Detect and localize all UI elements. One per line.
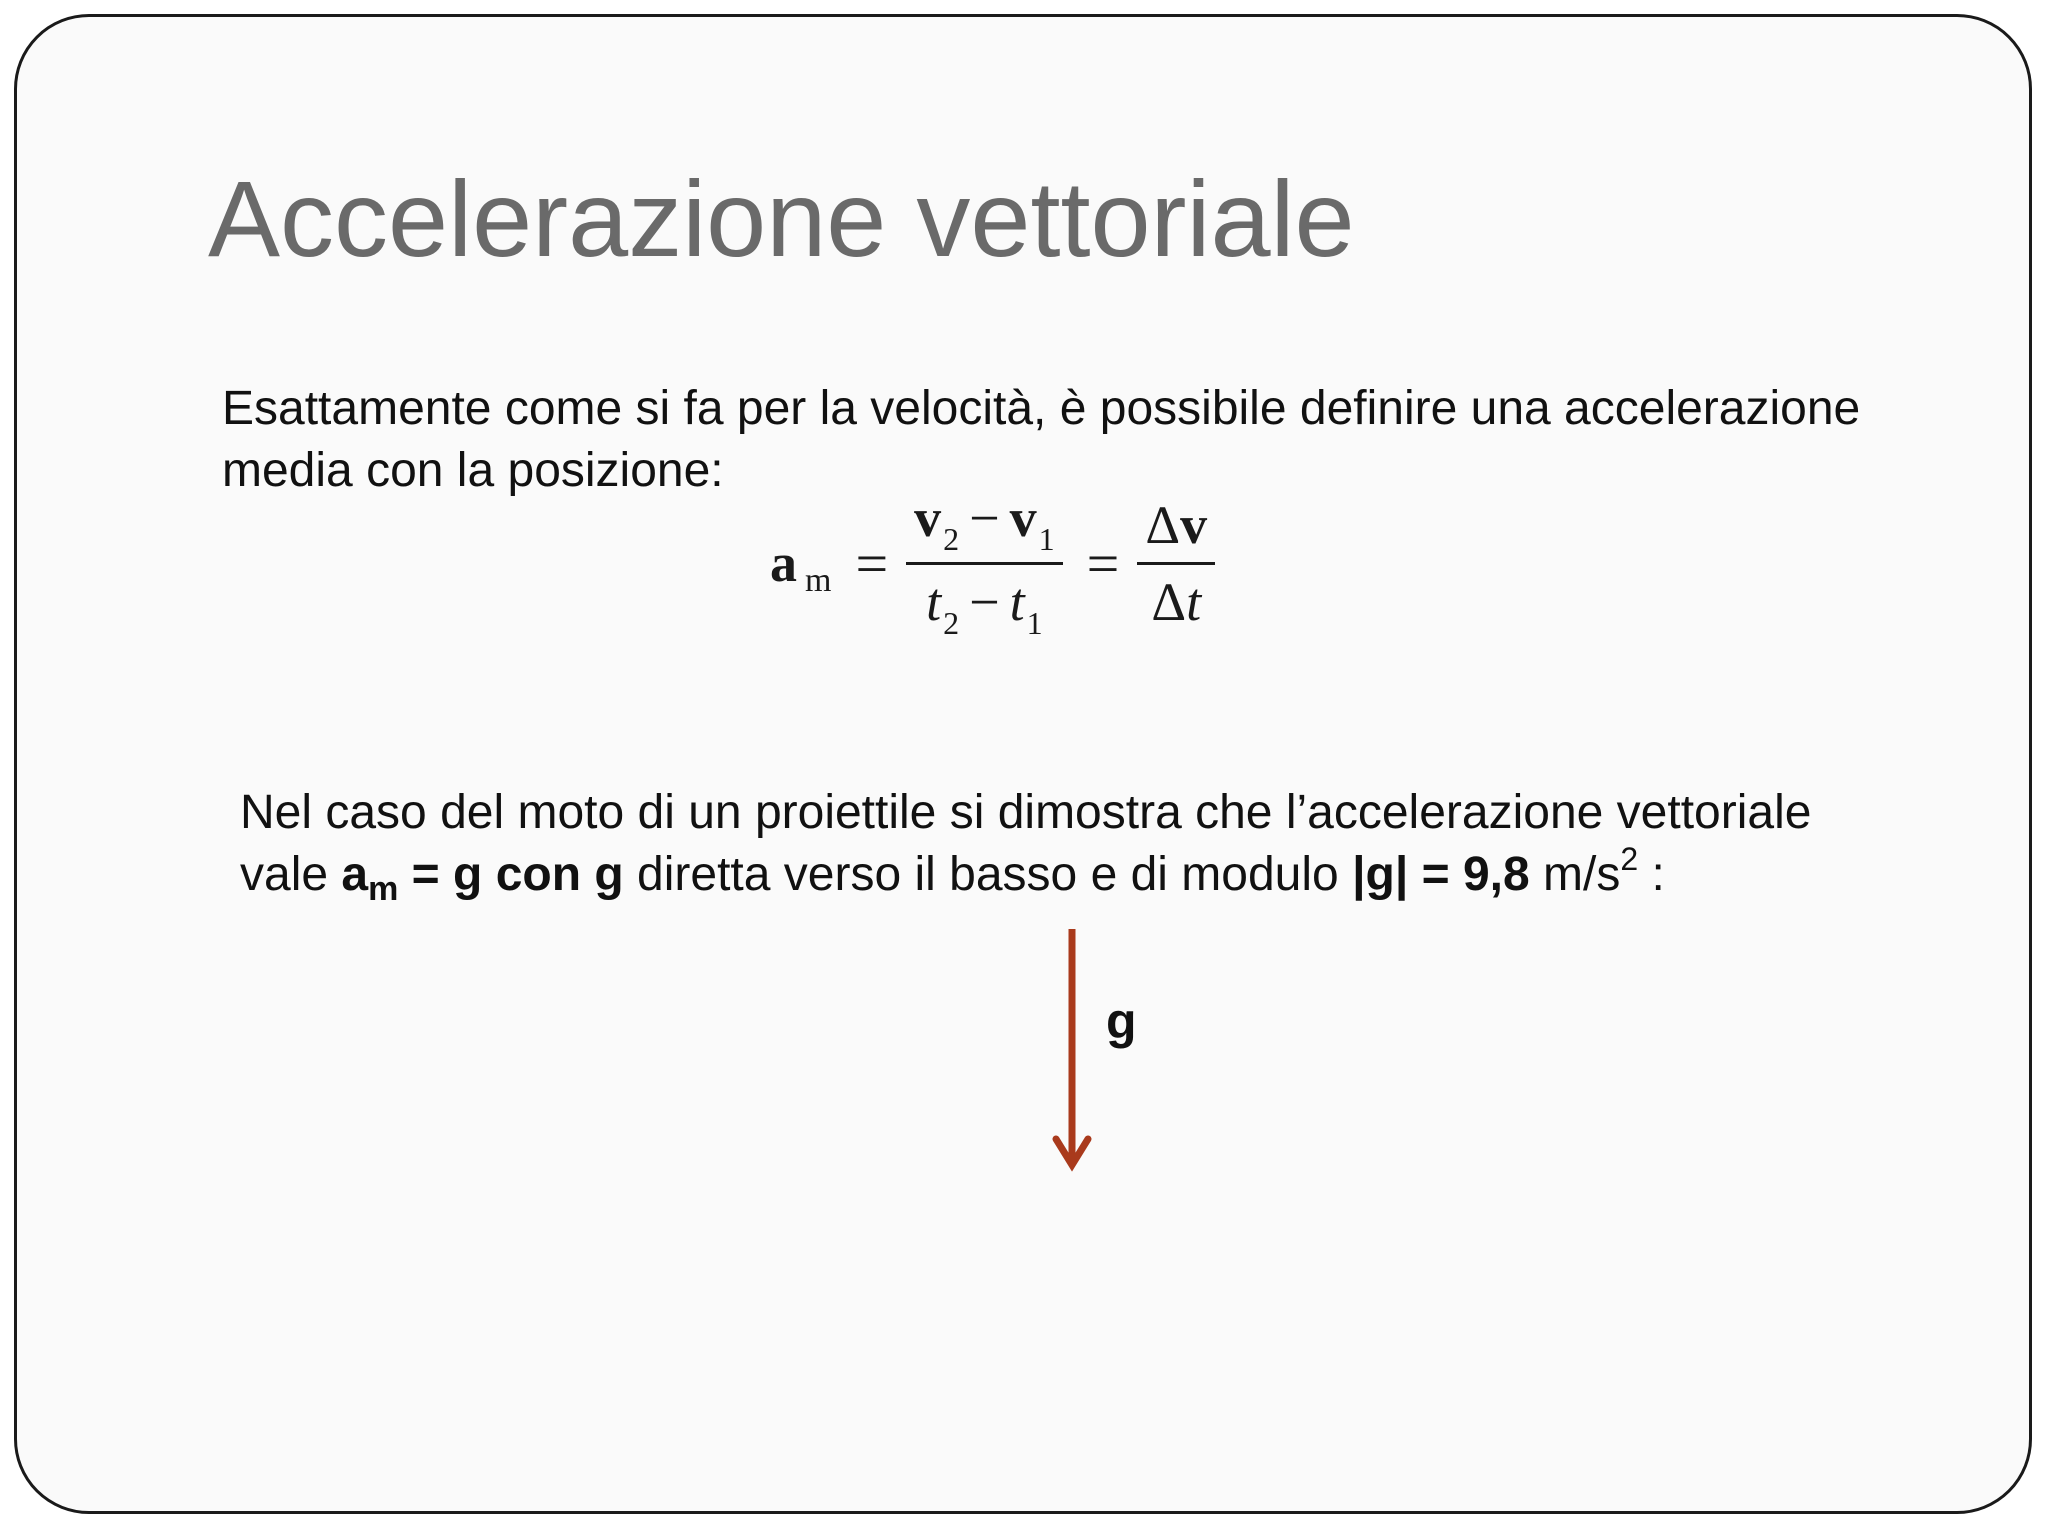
den-minus: −	[969, 571, 1000, 632]
line2-unit-sup: 2	[1620, 841, 1639, 877]
num-v1-sub: 1	[1038, 520, 1055, 557]
formula-fraction-1	[906, 485, 1062, 642]
gravity-vector-label: g	[1106, 993, 1137, 1049]
line2-a: a	[341, 848, 369, 901]
formula-a: a	[770, 533, 797, 593]
projectile-line-1: Nel caso del moto di un proiettile si dimostra che l’accelerazione vettoriale	[240, 786, 1812, 839]
fraction-1-numerator	[906, 485, 1062, 558]
fraction-2-bar	[1137, 562, 1215, 565]
gravity-arrow-icon	[1040, 925, 1104, 1175]
fraction-1-denominator	[918, 569, 1051, 642]
formula-fraction-2	[1137, 492, 1215, 635]
fraction-2-denominator	[1143, 569, 1209, 635]
fraction-1-bar	[906, 562, 1062, 565]
projectile-line-2	[240, 841, 2000, 908]
fraction-2-numerator	[1137, 492, 1215, 558]
projectile-paragraph	[240, 782, 2000, 906]
delta-symbol: Δ	[1145, 494, 1181, 555]
average-acceleration-formula	[770, 478, 1215, 648]
formula-equals-2: =	[1086, 530, 1120, 596]
intro-paragraph: Esattamente come si fa per la velocità, è possibile definire una accelerazione media con la posizione:	[222, 382, 1861, 497]
line2-prefix: vale	[240, 848, 342, 901]
num-v1: v	[1009, 487, 1037, 548]
line2-mid: diretta verso il basso e di modulo	[623, 848, 1353, 901]
line2-unit: m/s	[1529, 848, 1621, 901]
line2-a-sub: m	[368, 870, 399, 908]
line2-bold-1: = g con g	[398, 848, 624, 901]
den-t1-sub: 1	[1026, 604, 1043, 641]
line2-suffix: :	[1638, 848, 1665, 901]
num-v2-sub: 2	[943, 520, 960, 557]
delta-t: t	[1186, 571, 1202, 632]
den-t2-sub: 2	[943, 604, 960, 641]
line2-bold-2: |g| = 9,8	[1352, 848, 1530, 901]
den-t2: t	[926, 571, 942, 632]
slide-title: Accelerazione vettoriale	[208, 158, 1355, 279]
den-t1: t	[1009, 571, 1025, 632]
num-minus: −	[969, 487, 1000, 548]
delta-v: v	[1180, 494, 1208, 555]
formula-equals-1: =	[855, 530, 889, 596]
formula-a-subscript: m	[805, 562, 832, 599]
num-v2: v	[914, 487, 942, 548]
delta-symbol: Δ	[1151, 571, 1187, 632]
